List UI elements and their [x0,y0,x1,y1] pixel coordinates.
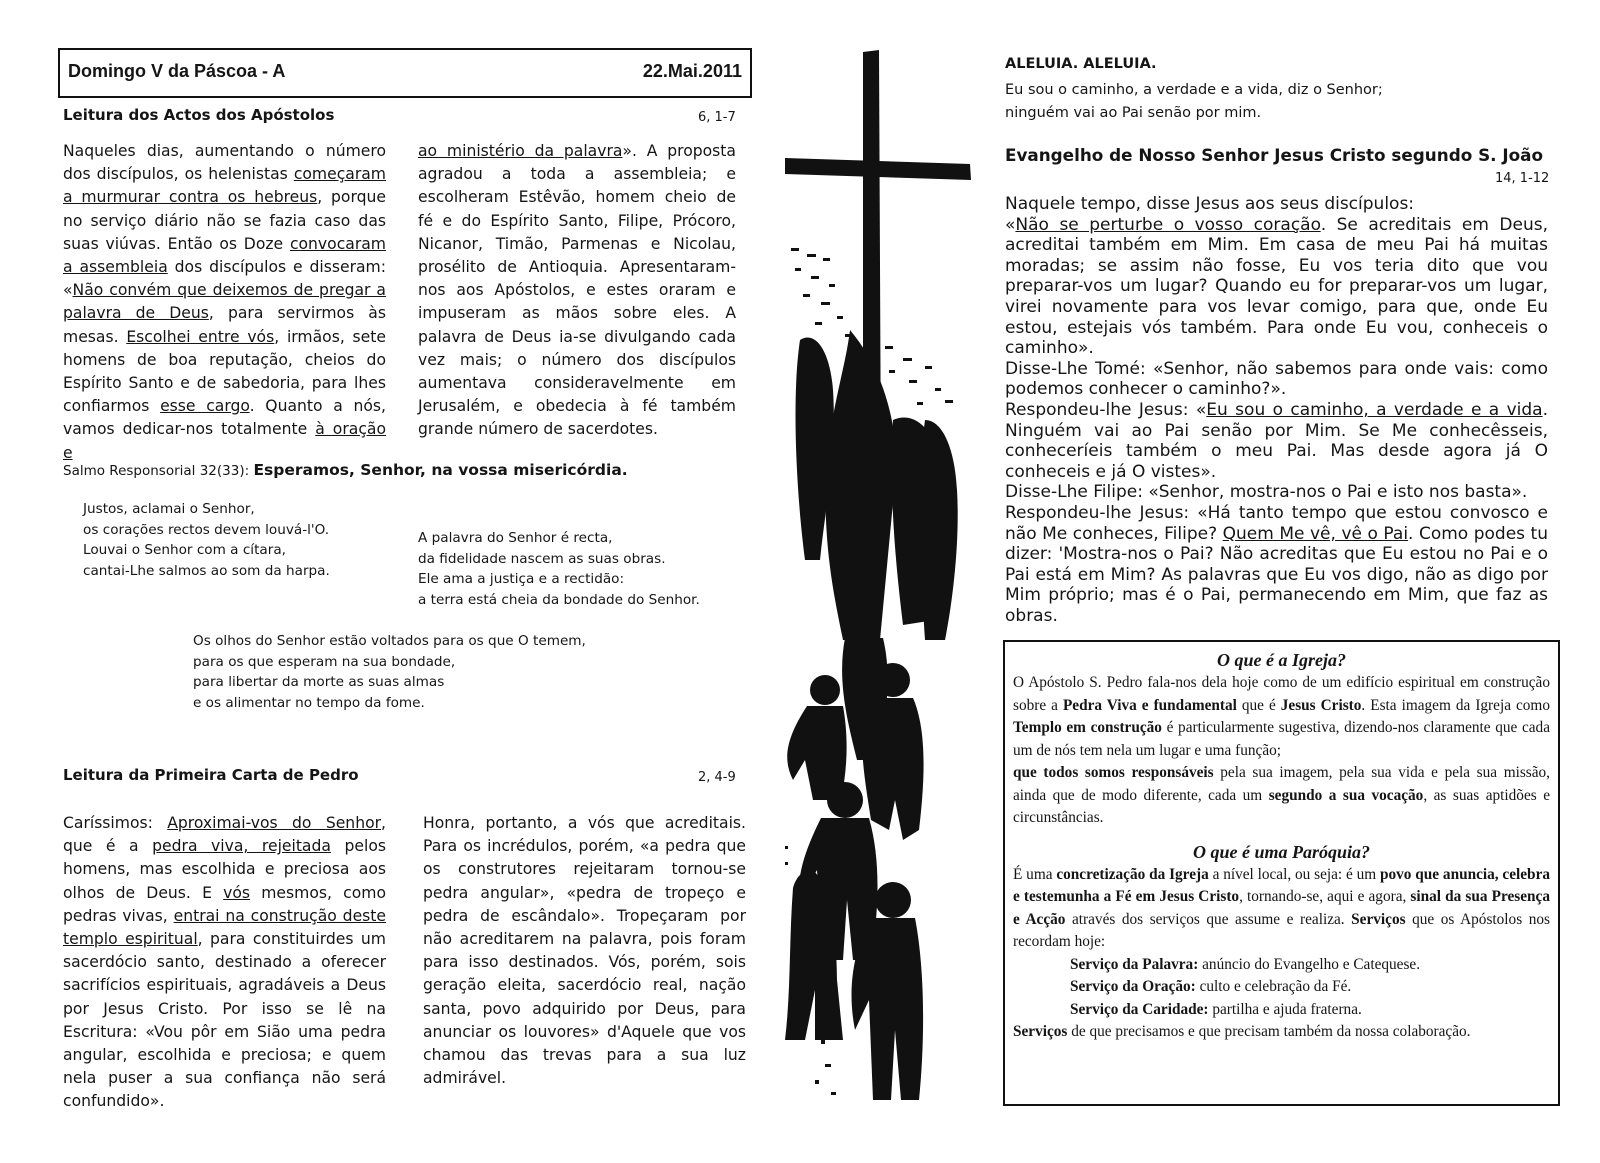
psalm-stanza-2: A palavra do Senhor é recta, da fidelidade nascem as suas obras. Ele ama a justiça e a rectidão: a terra está cheia da bondade do Senhor. [418,530,700,608]
reading2-heading: Leitura da Primeira Carta de Pedro [63,766,359,784]
box-paragraph-3: É uma concretização da Igreja a nível local, ou seja: é um povo que anuncia, celebra e testemunha a Fé em Jesus Cristo, tornando-se, aqui e agora, sinal da sua Presença e Acção através dos serviços que assume e realiza. Serviços que os Apóstolos nos recordam hoje: [1013,865,1551,950]
box-heading-igreja: O que é a Igreja? [1217,650,1346,670]
box-paragraph-1: O Apóstolo S. Pedro fala-nos dela hoje como de um edifício espiritual em construção sobre a Pedra Viva e fundamental que é Jesus Cristo. Esta imagem da Igreja como Templo em construção é particularmente sugestiva, dizendo-nos claramente que cada um de nós tem nela um lugar e uma função; [1013,674,1550,759]
page-title: Domingo V da Páscoa - A [68,61,286,81]
reading2-col1: Caríssimos: Aproximai-vos do Senhor, que é a pedra viva, rejeitada pelos homens, mas escolhida e preciosa aos olhos de Deus. E vós mesmos, como pedras vivas, entrai na construção deste templo espiritual, para constituirdes um sacerdócio santo, destinado a oferecer sacrifícios espirituais, agradáveis a Deus por Jesus Cristo. Por isso se lê na Escritura: «Vou pôr em Sião uma pedra angular, escolhida e preciosa; e quem nela puser a sua confiança não será confundido». [63,814,386,1111]
gospel-text: Naquele tempo, disse Jesus aos seus discípulos: «Não se perturbe o vosso coração. Se acreditais em Deus, acreditai também em Mim. Em casa de meu Pai há muitas moradas; se assim não fosse, Eu vos teria dito que vou preparar-vos um lugar? Quando eu for preparar-vos um lugar, virei novamente para vos levar comigo, para que, onde Eu estou, estejais vós também. Para onde Eu vou, conheceis o caminho». Disse-Lhe Tomé: «Senhor, não sabemos para onde vais: como podemos conhecer o caminho?». Respondeu-lhe Jesus: «Eu sou o caminho, a verdade e a vida. Ninguém vai ao Pai senão por Mim. Se Me conhecêsseis, conheceríeis também o meu Pai. Mas desde agora já O conheceis e já O vistes». Disse-Lhe Filipe: «Senhor, mostra-nos o Pai e isto nos basta». Respondeu-lhe Jesus: «Há tanto tempo que estou convosco e não Me conheces, Filipe? Quem Me vê, vê o Pai. Como podes tu dizer: 'Mostra-nos o Pai? Não acreditas que Eu estou no Pai e o Pai está em Mim? As palavras que Eu vos digo, não as digo por Mim próprio; mas é o Pai, permanecendo em Mim, que faz as obras. [1005,194,1549,626]
alleluia-title: ALELUIA. ALELUIA. [1005,56,1157,72]
psalm-line [63,461,628,479]
service-palavra: Serviço da Palavra: anúncio do Evangelho e Catequese. [1070,955,1421,973]
alleluia-text: Eu sou o caminho, a verdade e a vida, diz o Senhor; ninguém vai ao Pai senão por mim. [1005,82,1383,121]
reading1-heading: Leitura dos Actos dos Apóstolos [63,106,335,124]
reading2-ref: 2, 4-9 [698,770,736,785]
psalm-stanza-3: Os olhos do Senhor estão voltados para os que O temem, para os que esperam na sua bondade, para libertar da morte as suas almas e os alimentar no tempo da fome. [193,633,586,711]
reading1-col2: ao ministério da palavra». A proposta agradou a toda a assembleia; e escolheram Estêvão, homem cheio de fé e do Espírito Santo, Filipe, Prócoro, Nicanor, Timão, Parmenas e Nicolau, prosélito de Antioquia. Apresentaram-nos aos Apóstolos, e estes oraram e impuseram as mãos sobre eles. A palavra de Deus ia-se divulgando cada vez mais; o número dos discípulos aumentava consideravelmente em Jerusalém, e obedecia à fé também grande número de sacerdotes. [418,142,736,439]
psalm-stanza-1: Justos, aclamai o Senhor, os corações rectos devem louvá-l'O. Louvai o Senhor com a cítara, cantai-Lhe salmos ao som da harpa. [83,501,330,579]
box-paragraph-4: Serviços de que precisamos e que precisam também da nossa colaboração. [1013,1023,1471,1040]
page-date: 22.Mai.2011 [642,61,742,81]
cross-with-crowd-icon [785,40,1005,1110]
gospel-heading: Evangelho de Nosso Senhor Jesus Cristo segundo S. João [1005,145,1544,165]
reading1-col1: Naqueles dias, aumentando o número dos discípulos, os helenistas começaram a murmurar contra os hebreus, porque no serviço diário não se fazia caso das suas viúvas. Então os Doze convocaram a assembleia dos discípulos e disseram: «Não convém que deixemos de pregar a palavra de Deus, para servirmos às mesas. Escolhei entre vós, irmãos, sete homens de boa reputação, cheios do Espírito Santo e de sabedoria, para lhes confiarmos esse cargo. Quanto a nós, vamos dedicar-nos totalmente à oração e [63,142,387,462]
gospel-ref: 14, 1-12 [1495,171,1550,186]
service-caridade: Serviço da Caridade: partilha e ajuda fraterna. [1070,1000,1362,1018]
box-paragraph-2: que todos somos responsáveis pela sua imagem, pela sua vida e pela sua missão, ainda que de modo diferente, cada um segundo a sua vocação, as suas aptidões e circunstâncias. [1013,764,1551,826]
psalm-label: Salmo Responsorial 32(33): [63,463,254,479]
reading2-col2: Honra, portanto, a vós que acreditais. Para os incrédulos, porém, «a pedra que os construtores rejeitaram tornou-se pedra angular», «pedra de tropeço e pedra de escândalo». Tropeçaram por não acreditarem na palavra, pois foram para isso destinados. Vós, porém, sois geração eleita, sacerdócio real, nação santa, povo adquirido por Deus, para anunciar os louvores» d'Aquele que vos chamou das trevas para a sua luz admirável. [423,814,746,1088]
box-heading-paroquia: O que é uma Paróquia? [1192,841,1370,862]
reading1-ref: 6, 1-7 [698,110,736,125]
psalm-response: Esperamos, Senhor, na vossa misericórdia. [253,461,628,479]
church-info-box [1003,640,1560,1106]
service-oracao: Serviço da Oração: culto e celebração da Fé. [1070,978,1352,995]
header-box [58,48,752,98]
